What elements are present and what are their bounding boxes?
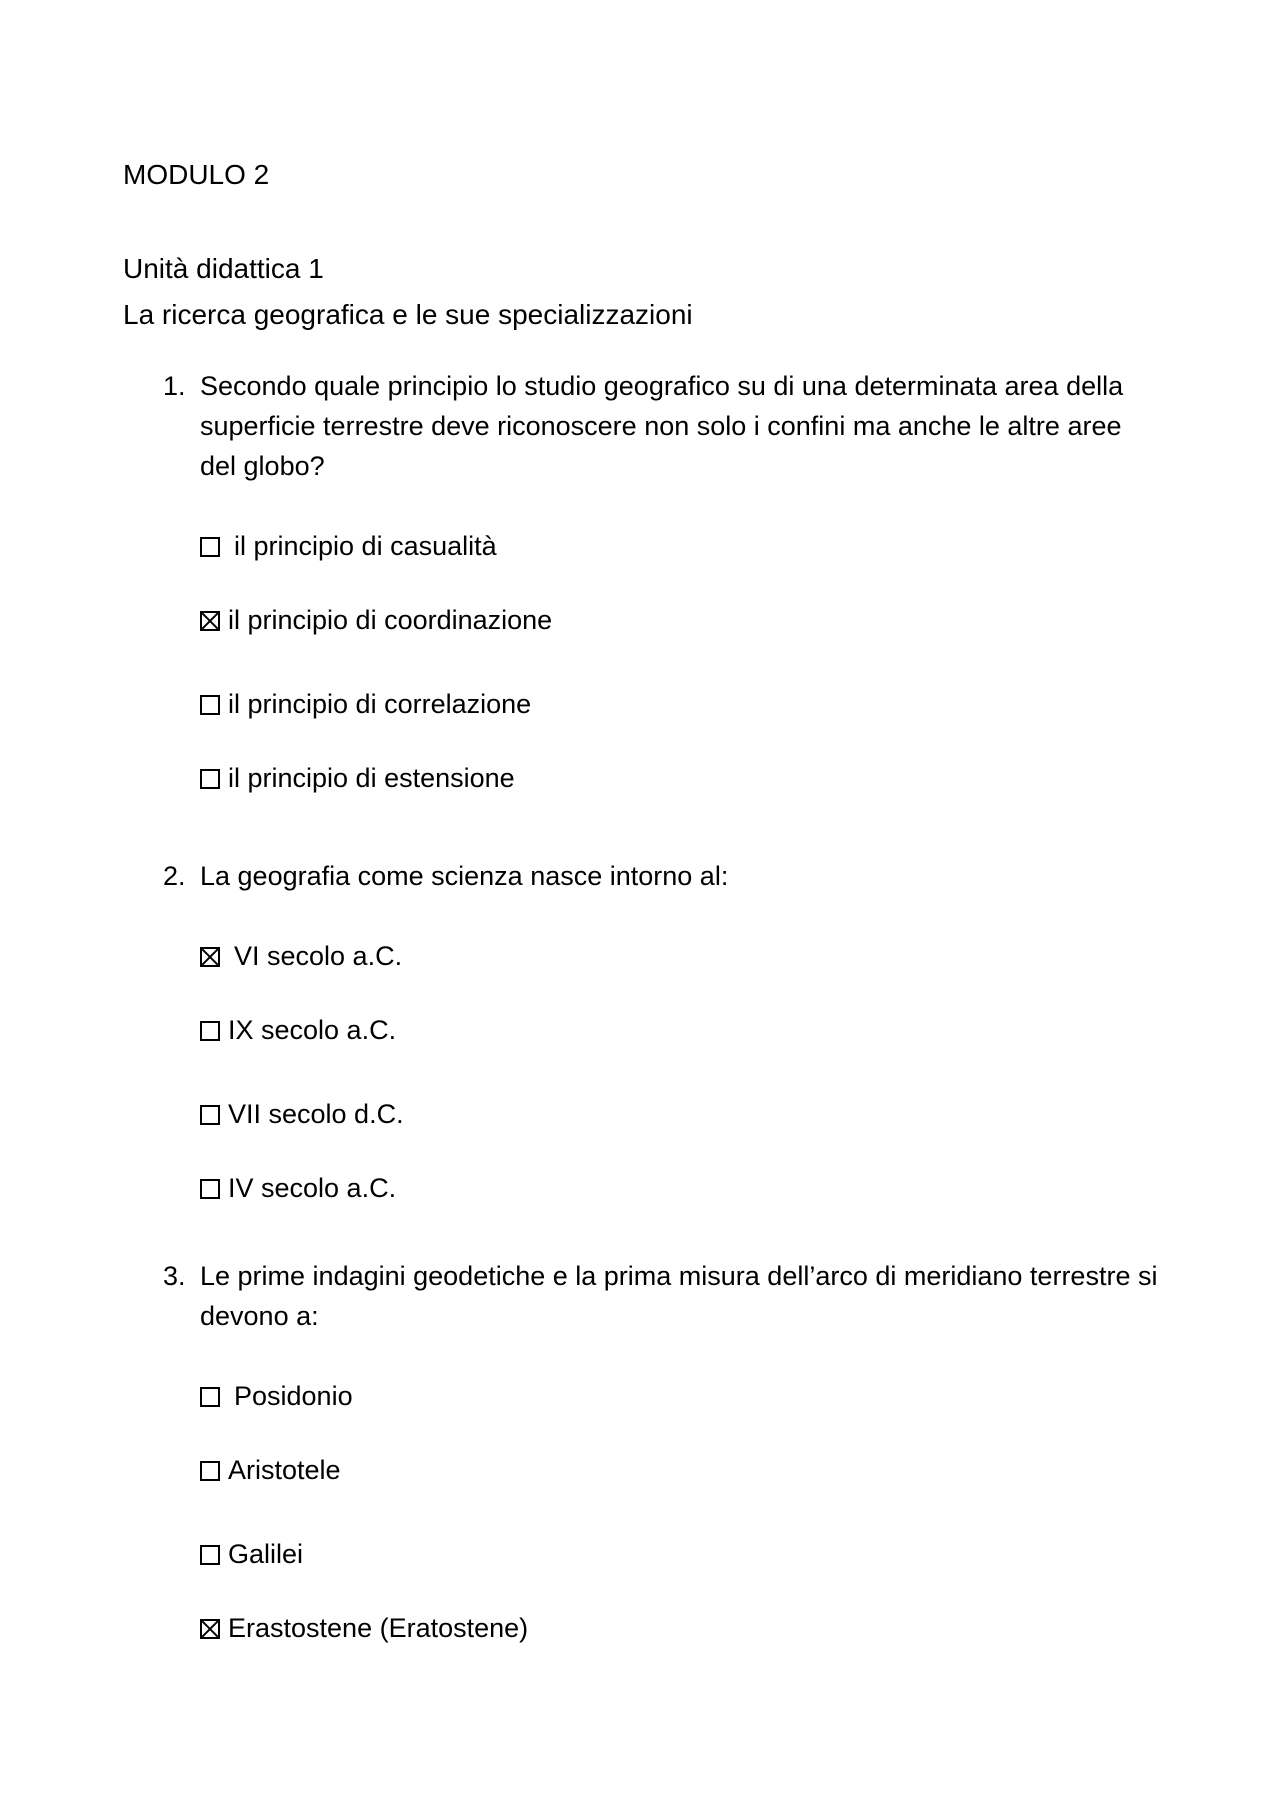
question-2 <box>163 856 1163 896</box>
option-q1-3[interactable] <box>200 684 531 724</box>
checkbox-unchecked-icon[interactable] <box>200 1021 220 1041</box>
checkbox-unchecked-icon[interactable] <box>200 1179 220 1199</box>
module-title: MODULO 2 <box>123 159 270 190</box>
option-label: il principio di estensione <box>228 763 515 793</box>
question-text: Le prime indagini geodetiche e la prima misura dell’arco di meridiano terrestre si devono a: <box>200 1261 1158 1331</box>
option-label: VI secolo a.C. <box>234 941 403 971</box>
option-q2-2[interactable] <box>200 1010 396 1050</box>
question-3 <box>163 1256 1163 1336</box>
option-label: Erastostene (Eratostene) <box>228 1613 529 1643</box>
checkbox-unchecked-icon[interactable] <box>200 537 220 557</box>
question-text: Secondo quale principio lo studio geografico su di una determinata area della superficie terrestre deve riconoscere non solo i confini ma anche le altre aree del globo? <box>200 371 1124 481</box>
option-q3-4[interactable] <box>200 1608 528 1648</box>
option-q3-3[interactable] <box>200 1534 303 1574</box>
unit-title: La ricerca geografica e le sue specializzazioni <box>123 299 693 330</box>
option-label: il principio di coordinazione <box>228 605 553 635</box>
option-q1-4[interactable] <box>200 758 515 798</box>
option-label: il principio di correlazione <box>228 689 532 719</box>
unit-label: Unità didattica 1 <box>123 253 324 284</box>
option-q1-1[interactable] <box>200 526 497 566</box>
option-label: Galilei <box>228 1539 304 1569</box>
option-q1-2[interactable] <box>200 600 552 640</box>
checkbox-unchecked-icon[interactable] <box>200 695 220 715</box>
unit-heading <box>123 246 693 338</box>
option-label: il principio di casualità <box>234 531 497 561</box>
option-q2-3[interactable] <box>200 1094 404 1134</box>
option-label: Posidonio <box>234 1381 353 1411</box>
option-q3-1[interactable] <box>200 1376 353 1416</box>
question-number: 1. <box>163 371 186 401</box>
checkbox-unchecked-icon[interactable] <box>200 1105 220 1125</box>
question-1 <box>163 366 1163 486</box>
option-q2-1[interactable] <box>200 936 402 976</box>
checkbox-checked-icon[interactable] <box>200 1619 220 1639</box>
checkbox-unchecked-icon[interactable] <box>200 769 220 789</box>
checkbox-unchecked-icon[interactable] <box>200 1461 220 1481</box>
option-label: Aristotele <box>228 1455 341 1485</box>
question-text: La geografia come scienza nasce intorno al: <box>200 861 729 891</box>
question-number: 2. <box>163 861 186 891</box>
option-label: VII secolo d.C. <box>228 1099 404 1129</box>
checkbox-checked-icon[interactable] <box>200 947 220 967</box>
option-q3-2[interactable] <box>200 1450 341 1490</box>
option-label: IV secolo a.C. <box>228 1173 397 1203</box>
checkbox-unchecked-icon[interactable] <box>200 1387 220 1407</box>
option-q2-4[interactable] <box>200 1168 396 1208</box>
checkbox-checked-icon[interactable] <box>200 611 220 631</box>
option-label: IX secolo a.C. <box>228 1015 397 1045</box>
checkbox-unchecked-icon[interactable] <box>200 1545 220 1565</box>
question-number: 3. <box>163 1261 186 1291</box>
